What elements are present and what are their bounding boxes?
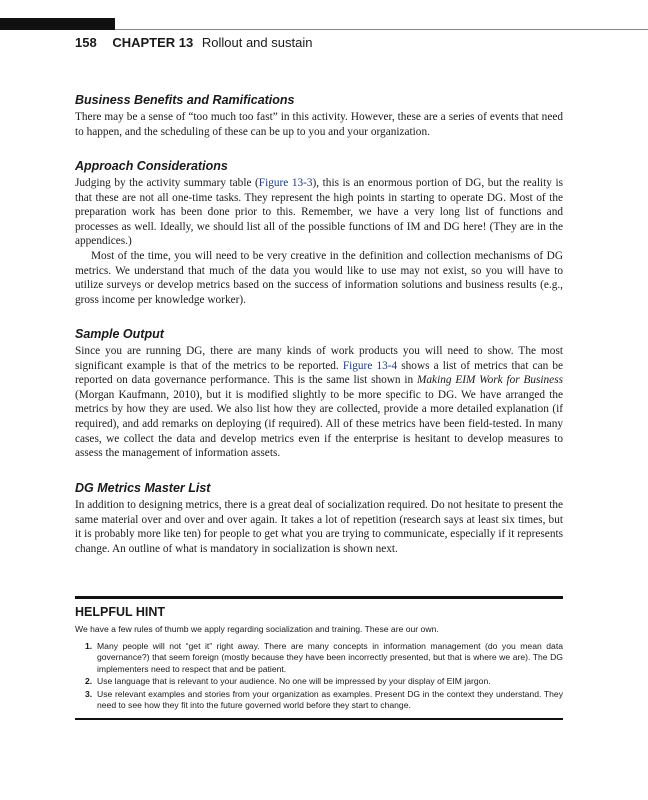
paragraph: There may be a sense of “too much too fast” in this activity. However, these are a series of events that need to happen, and the scheduling of these can be up to you and your organization. — [75, 111, 563, 138]
text-run: ), this is an enormous portion of DG, but the reality is that these are not all one-time tasks. They represent the high points in starting to operate DG. Most of the preparation work has been done prior to this. Remember, we have a very long list of functions and processes as well. Ideally, we should list all of the possible functions of IM and DG here! (They are in the appendices.) — [75, 177, 563, 248]
hint-intro: We have a few rules of thumb we apply regarding socialization and training. These are our own. — [75, 624, 439, 634]
paragraph: Most of the time, you will need to be very creative in the definition and collection mechanisms of DG metrics. We understand that much of the data you would like to use may not exist, so you will have to utilize surveys or develop metrics based on the success of information solutions and business results (e.g., gross income per knowledge worker). — [75, 249, 563, 306]
paragraph: In addition to designing metrics, there is a great deal of socialization required. Do not hesitate to present the same material over and over and over again. It takes a lot of repetition (research says at least six times, but it is probably more like ten) for people to get what you are trying to communicate, especially if it represents change. An outline of what is mandatory in socialization is shown next. — [75, 499, 563, 555]
section-heading: Sample Output — [75, 327, 164, 341]
page-number: 158 — [75, 35, 97, 50]
text-run: Since you are running DG, there are many kinds of work products you will need to show. The most significant example is that of the metrics to be reported. — [75, 345, 563, 372]
section-business-benefits — [75, 93, 563, 139]
section-heading: Business Benefits and Ramifications — [75, 93, 295, 107]
text-run: (Morgan Kaufmann, 2010), but it is modified slightly to be more specific to DG. We have arranged the metrics by how they are used. We also list how they are collected, provide a more detailed explanation (if required), and add remarks on deploying (if required). All of these metrics have been field-tested. In many cases, we collect the data and develop metrics even if the enterprise is hesitant to develop measures to assess the management of information assets. — [75, 388, 563, 460]
hint-text: Many people will not “get it” right away. There are many concepts in information management (do you mean data governance?) that seem foreign (mostly because they have been incorrectly presented, but that is where we are). The DG implementers need to respect that and be patient. — [97, 640, 563, 674]
hint-text: Use language that is relevant to your audience. No one will be impressed by your display of EIM jargon. — [97, 676, 491, 686]
figure-link-13-3[interactable]: Figure 13-3 — [258, 177, 313, 189]
hint-item-1 — [75, 641, 563, 676]
hint-number: 3. — [85, 688, 93, 699]
running-head — [75, 35, 312, 50]
figure-link-13-4[interactable]: Figure 13-4 — [342, 359, 398, 372]
text-run: Judging by the activity summary table ( — [75, 177, 259, 189]
hint-number: 1. — [85, 640, 93, 651]
section-approach-considerations — [75, 159, 563, 307]
hint-item-2 — [75, 676, 563, 688]
section-heading: Approach Considerations — [75, 159, 228, 173]
book-title: Making EIM Work for Business — [417, 374, 563, 387]
hint-title: HELPFUL HINT — [75, 605, 166, 619]
section-heading: DG Metrics Master List — [75, 481, 211, 495]
chapter-title: Rollout and sustain — [201, 35, 313, 50]
helpful-hint-box — [75, 596, 563, 720]
header-black-bar — [0, 18, 115, 30]
text-run: shows a list of metrics that can be reported on data governance performance. This is the same list shown in — [75, 359, 564, 387]
hint-text: Use relevant examples and stories from your organization as examples. Present DG in the context they understand. They need to see how they fit into the future governed world before they start to change. — [97, 688, 563, 710]
section-sample-output — [75, 327, 563, 461]
hint-list — [75, 641, 563, 712]
header-rule — [115, 29, 648, 30]
paragraph — [75, 344, 563, 461]
hint-item-3 — [75, 689, 563, 712]
hint-number: 2. — [85, 676, 93, 686]
paragraph — [75, 176, 563, 249]
chapter-label: CHAPTER 13 — [112, 35, 194, 50]
section-dg-metrics-master-list — [75, 481, 563, 556]
